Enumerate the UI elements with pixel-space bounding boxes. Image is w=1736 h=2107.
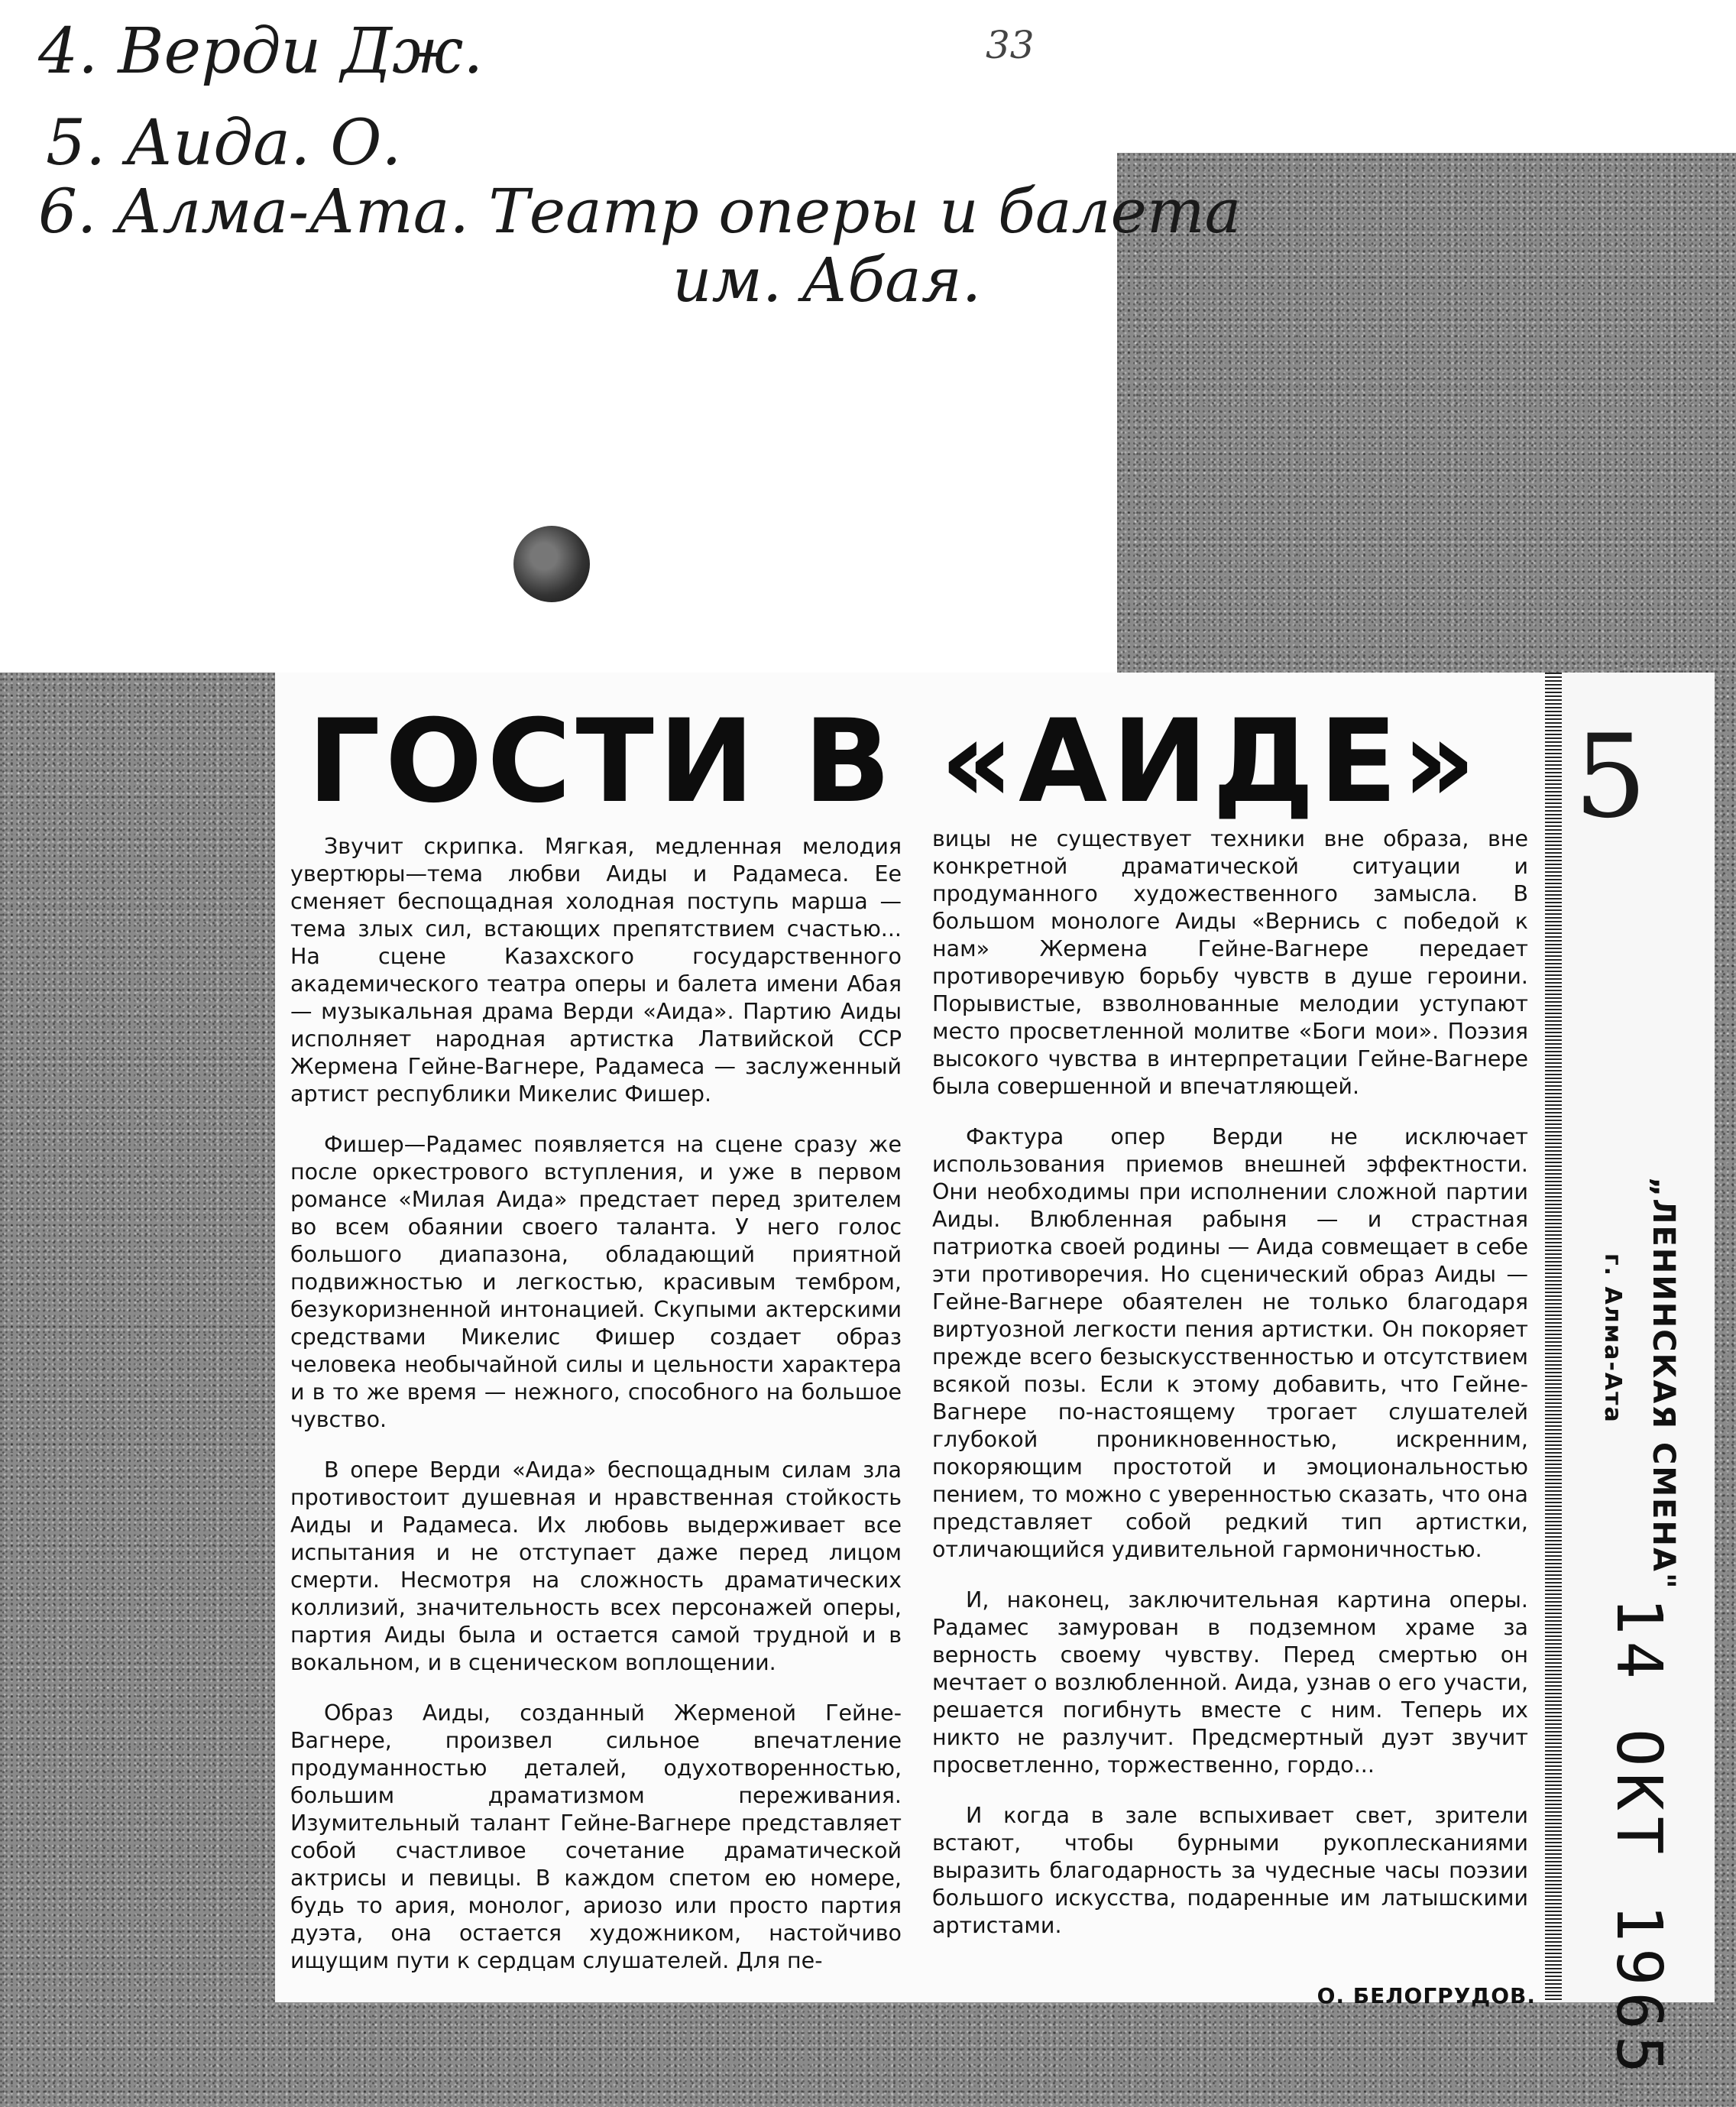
paragraph: В опере Верди «Аида» беспощадным силам зла противостоит душевная и нравственная стойкость Аиды и Радамеса. Их любовь выдерживает все испытания и не отступает даже перед лицом смерти. Несмотря на сложность драматических коллизий, значительность всех персонажей оперы, партия Аиды была и остается самой трудной и в вокальном, и в сценическом воплощении. xyxy=(290,1457,902,1675)
punch-hole xyxy=(513,526,590,602)
paragraph: Звучит скрипка. Мягкая, медленная мелодия увертюры—тема любви Аиды и Радамеса. Ее сменяет беспощадная холодная поступь марша — тема злых сил, встающих препятствием счастью... На сцене Казахского государственного академического театра оперы и балета имени Абая — музыкальная драма Верди «Аида». Партию Аиды исполняет народная артистка Латвийской ССР Жермена Гейне-Вагнере, Радамеса — заслуженный артист республики Микелис Фишер. xyxy=(290,834,902,1107)
article-column-right xyxy=(932,825,1528,1963)
paragraph: Образ Аиды, созданный Жерменой Гейне-Вагнере, произвел сильное впечатление продуманностью деталей, одухотворенностью, большим драматизмом переживания. Изумительный талант Гейне-Вагнере представляет собой счастливое сочетание драматической актрисы и певицы. В каждом спетом ею номере, будь то ария, монолог, ариозо или просто партия дуэта, она остается художником, настойчиво ищущим пути к сердцам слушателей. Для пе- xyxy=(290,1700,902,1973)
stamp-newspaper-name: „ЛЕНИНСКАЯ СМЕНА" xyxy=(1646,1177,1681,1590)
perforated-edge xyxy=(1545,673,1562,2002)
handwritten-note-line-3: 6. Алма-Ата. Театр оперы и балета xyxy=(38,176,1242,247)
paragraph: Фактура опер Верди не исключает использования приемов внешней эффектности. Они необходимы при исполнении сложной партии Аиды. Влюбленная рабыня — и страстная патриотка своей родины — Аида совмещает в себе эти противоречия. Но сценический образ Аиды — Гейне-Вагнере обаятелен не только благодаря виртуозной легкости пения артистки. Он покоряет прежде всего безыскусственностью и отсутствием всякой позы. Если к этому добавить, что Гейне-Вагнере по-настоящему трогает слушателей глубокой проникновенностью, искренним, покоряющим простотой и эмоциональностью пением, то можно с уверенностью сказать, что она представляет собой редкий тип артистки, отличающийся удивительной гармоничностью. xyxy=(932,1124,1528,1562)
newspaper-clipping xyxy=(275,673,1559,2008)
paragraph: вицы не существует техники вне образа, вне конкретной драматической ситуации и продуманного художественного замысла. В большом монологе Аиды «Вернись с победой к нам» Жермена Гейне-Вагнере передает противоречивую борьбу чувств в душе героини. Порывистые, взволнованные мелодии уступают место просветленной молитве «Боги мои». Поэзия высокого чувства в интерпретации Гейне-Вагнере была совершенной и впечатляющей. xyxy=(932,826,1528,1099)
paragraph: Фишер—Радамес появляется на сцене сразу же после оркестрового вступления, и уже в первом романсе «Милая Аида» предстает перед зрителем во всем обаянии своего таланта. У него голос большого диапазона, обладающий приятной подвижностью и легкостью, красивым тембром, безукоризненной интонацией. Скупыми актерскими средствами Микелис Фишер создает образ человека необычайной силы и цельности характера и в то же время — нежного, способного на большое чувство. xyxy=(290,1132,902,1432)
author-signature: О. БЕЛОГРУДОВ. xyxy=(1317,1983,1536,2008)
paragraph: И, наконец, заключительная картина оперы. Радамес замурован в подземном храме за верность своему чувству. Перед смертью он мечтает о возлюбленной. Аида, узнав о его участи, решается погибнуть вместе с ним. Теперь их никто не разлучит. Предсмертный дуэт звучит просветленно, торжественно, гордо... xyxy=(932,1587,1528,1778)
handwritten-note-line-2: 5. Аида. О. xyxy=(46,107,402,180)
stamp-city: г. Алма-Ата xyxy=(1599,1253,1626,1424)
stamp-date: 14 ОКТ 1965 xyxy=(1602,1597,1675,2080)
handwritten-note-line-4: им. Абая. xyxy=(672,245,982,316)
paragraph: И когда в зале вспыхивает свет, зрители встают, чтобы бурными рукоплесканиями выразить благодарность за чудесные часы поэзии большого искусства, подаренные им латышскими артистами. xyxy=(932,1803,1528,1938)
article-column-left xyxy=(290,833,902,1998)
handwritten-note-line-1: 4. Верди Дж. xyxy=(38,15,484,88)
handwritten-page-mark: 33 xyxy=(986,23,1035,67)
handwritten-clip-number: 5 xyxy=(1574,711,1647,844)
article-headline: ГОСТИ В «АИДЕ» xyxy=(307,695,1481,828)
